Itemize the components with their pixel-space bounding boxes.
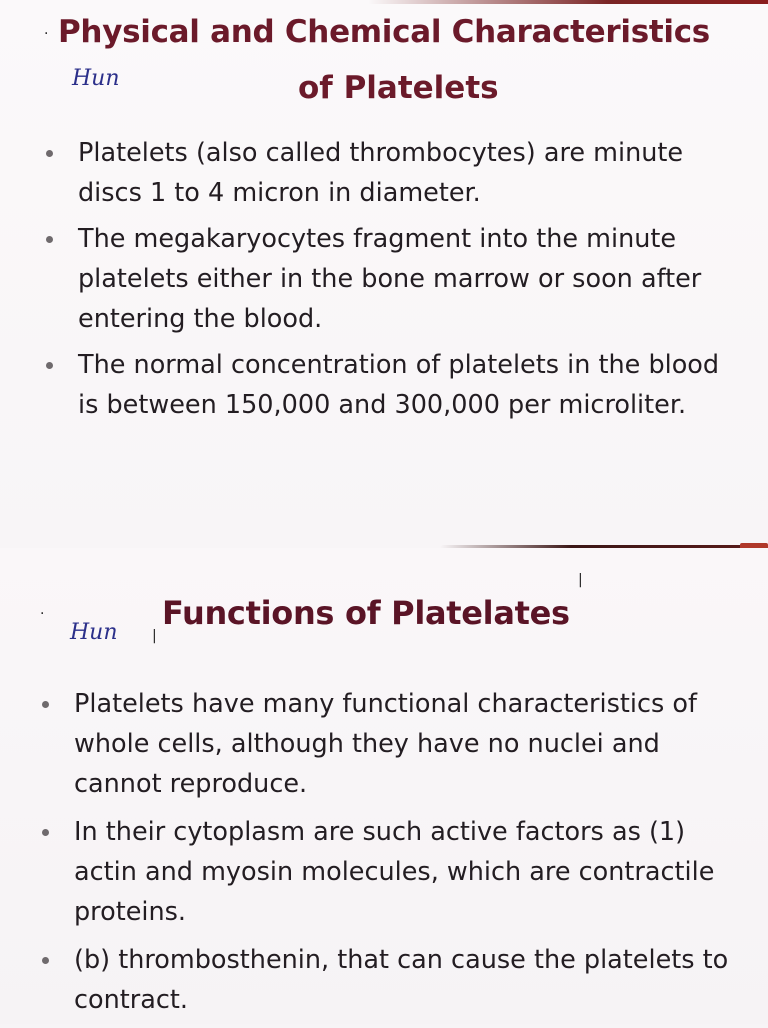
bullet-dot [42, 829, 49, 836]
bullet-dot [42, 957, 49, 964]
slide-top-edge [368, 0, 768, 4]
slide1-title-line2: of Platelets [298, 70, 499, 106]
handwritten-note: Hun [70, 620, 118, 645]
list-item [38, 940, 738, 1020]
slide2-title: Functions of Platelates [162, 594, 570, 632]
list-item [42, 345, 742, 425]
bullet-text: The normal concentration of platelets in the blood is between 150,000 and 300,000 per microliter. [78, 350, 720, 420]
bullet-text: Platelets (also called thrombocytes) are minute discs 1 to 4 micron in diameter. [78, 138, 684, 208]
bullet-text: The megakaryocytes fragment into the minute platelets either in the bone marrow or soon after entering the blood. [78, 224, 702, 334]
stray-mark: . [44, 22, 49, 38]
bullet-text: (b) thrombosthenin, that can cause the platelets to contract. [74, 945, 729, 1015]
bullet-text: In their cytoplasm are such active factors as (1) actin and myosin molecules, which are contractile proteins. [74, 817, 715, 927]
stray-mark: | [578, 572, 583, 588]
slide1-bullet-list [42, 133, 742, 431]
list-item [42, 133, 742, 213]
bullet-dot [46, 150, 53, 157]
stray-mark: | [152, 628, 157, 644]
bullet-dot [46, 362, 53, 369]
bullet-text: Platelets have many functional characteristics of whole cells, although they have no nuclei and cannot reproduce. [74, 689, 697, 799]
list-item [38, 812, 738, 932]
slide2-bullet-list [38, 684, 738, 1028]
slide1-title-line1: Physical and Chemical Characteristics [58, 14, 710, 50]
handwritten-note: Hun [72, 66, 120, 91]
list-item [38, 684, 738, 804]
bullet-dot [46, 236, 53, 243]
list-item [42, 219, 742, 339]
bullet-dot [42, 701, 49, 708]
stray-mark: . [40, 602, 45, 618]
